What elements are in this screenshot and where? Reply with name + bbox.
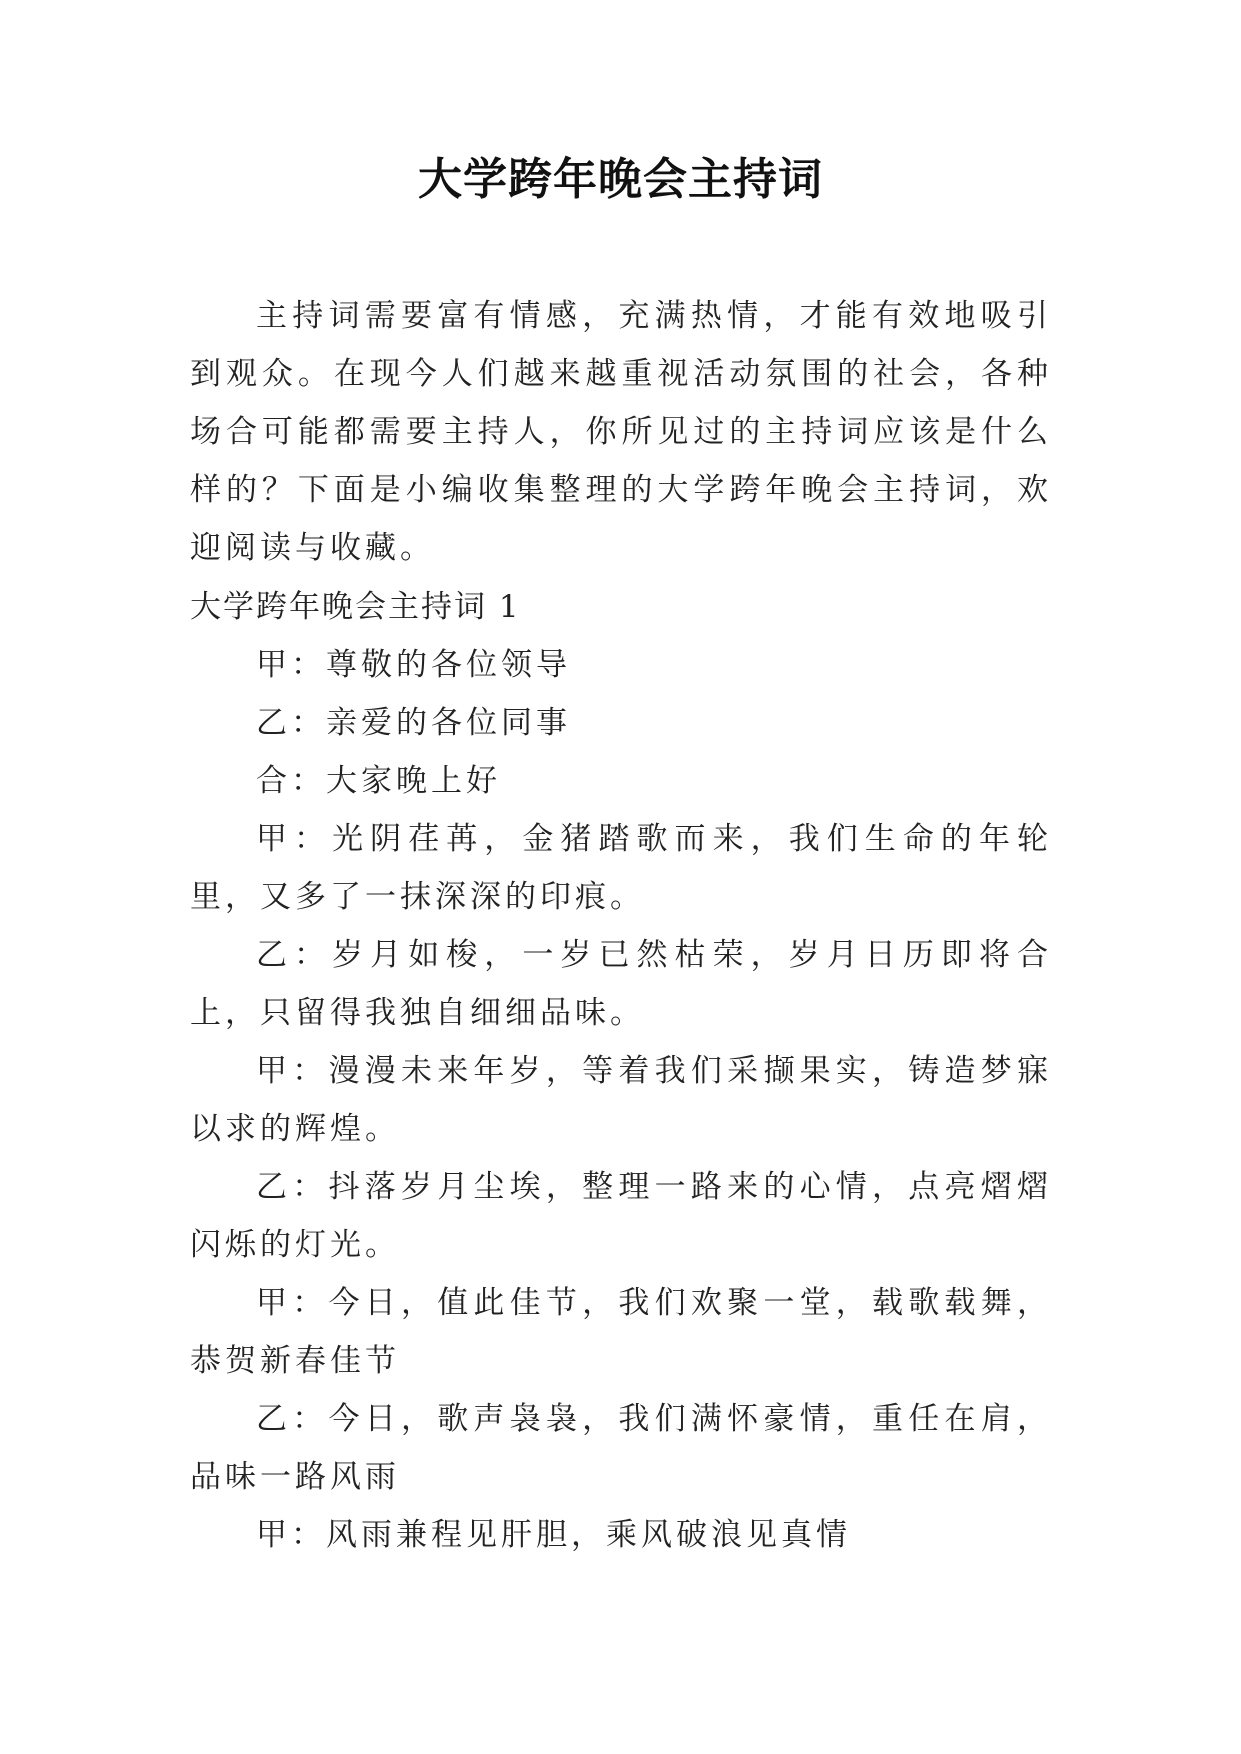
intro-paragraph: 主持词需要富有情感，充满热情，才能有效地吸引到观众。在现今人们越来越重视活动氛围的社会，各种场合可能都需要主持人，你所见过的主持词应该是什么样的？下面是小编收集整理的大学跨年晚会主持词，欢迎阅读与收藏。 — [190, 298, 1052, 566]
dialogue-line: 乙：今日，歌声袅袅，我们满怀豪情，重任在肩，品味一路风雨 — [190, 1401, 1052, 1495]
dialogue-line: 合：大家晚上好 — [256, 763, 501, 799]
dialogue-line: 甲：风雨兼程见肝胆，乘风破浪见真情 — [256, 1517, 851, 1553]
section-heading: 大学跨年晚会主持词 1 — [190, 589, 521, 625]
dialogue-line: 乙：岁月如梭，一岁已然枯荣，岁月日历即将合上，只留得我独自细细品味。 — [190, 937, 1052, 1031]
dialogue-line: 甲：漫漫未来年岁，等着我们采撷果实，铸造梦寐以求的辉煌。 — [190, 1053, 1052, 1147]
dialogue-line: 甲：今日，值此佳节，我们欢聚一堂，载歌载舞，恭贺新春佳节 — [190, 1285, 1052, 1379]
document-title: 大学跨年晚会主持词 — [418, 154, 823, 205]
dialogue-line: 乙：抖落岁月尘埃，整理一路来的心情，点亮熠熠闪烁的灯光。 — [190, 1169, 1052, 1263]
dialogue-line: 甲：尊敬的各位领导 — [256, 647, 571, 683]
dialogue-list — [190, 636, 1052, 1564]
dialogue-line: 甲：光阴荏苒，金猪踏歌而来，我们生命的年轮里，又多了一抹深深的印痕。 — [190, 821, 1052, 915]
dialogue-line: 乙：亲爱的各位同事 — [256, 705, 571, 741]
